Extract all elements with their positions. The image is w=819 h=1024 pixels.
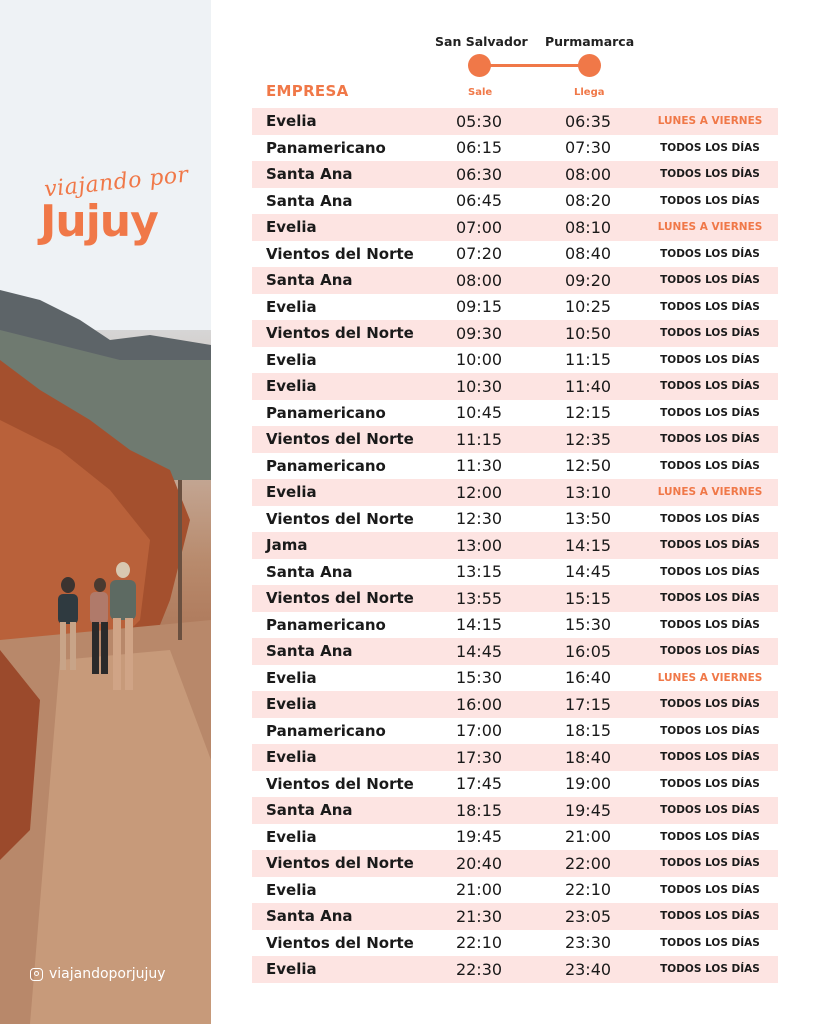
service-days-cell: TODOS LOS DÍAS [660,830,760,843]
service-days-cell: TODOS LOS DÍAS [660,724,760,737]
depart-time-cell: 21:30 [455,906,503,926]
arrive-time-cell: 23:30 [564,933,612,953]
depart-time-cell: 06:45 [455,191,503,211]
service-days-cell: TODOS LOS DÍAS [660,804,760,817]
depart-time-cell: 11:15 [455,429,503,449]
service-days-cell: TODOS LOS DÍAS [660,618,760,631]
company-cell: Evelia [266,960,317,979]
depart-time-cell: 13:55 [455,588,503,608]
depart-time-cell: 17:30 [455,747,503,767]
company-cell: Vientos del Norte [266,774,414,793]
service-days-cell: TODOS LOS DÍAS [660,910,760,923]
table-row [252,267,778,294]
service-days-cell: LUNES A VIERNES [657,115,763,128]
company-cell: Evelia [266,668,317,687]
service-days-cell: TODOS LOS DÍAS [660,963,760,976]
depart-time-cell: 12:00 [455,482,503,502]
company-cell: Evelia [266,350,317,369]
arrive-time-cell: 22:10 [564,880,612,900]
company-cell: Evelia [266,218,317,237]
arrive-time-cell: 14:45 [564,562,612,582]
company-cell: Vientos del Norte [266,324,414,343]
arrive-time-cell: 18:15 [564,721,612,741]
company-cell: Evelia [266,748,317,767]
schedule-table [252,108,778,983]
company-cell: Vientos del Norte [266,854,414,873]
depart-time-cell: 22:10 [455,933,503,953]
arrive-time-cell: 08:40 [564,244,612,264]
service-days-cell: TODOS LOS DÍAS [660,592,760,605]
brand-logo-text: Jujuy [40,196,158,247]
service-days-cell: TODOS LOS DÍAS [660,406,760,419]
arrive-time-cell: 18:40 [564,747,612,767]
arrive-time-cell: 09:20 [564,270,612,290]
depart-time-cell: 14:15 [455,615,503,635]
company-column-header: EMPRESA [266,82,349,100]
arrive-time-cell: 16:40 [564,668,612,688]
arrive-time-cell: 08:20 [564,191,612,211]
depart-time-cell: 18:15 [455,800,503,820]
company-cell: Santa Ana [266,907,353,926]
depart-time-cell: 17:00 [455,721,503,741]
arrive-time-cell: 11:40 [564,376,612,396]
arrive-time-cell: 19:00 [564,774,612,794]
service-days-cell: TODOS LOS DÍAS [660,777,760,790]
arrive-time-cell: 12:15 [564,403,612,423]
arrive-label: Llega [574,87,605,98]
table-row [252,161,778,188]
company-cell: Panamericano [266,138,386,157]
hero-photo [0,0,211,1024]
arrive-time-cell: 13:10 [564,482,612,502]
depart-time-cell: 08:00 [455,270,503,290]
service-days-cell: TODOS LOS DÍAS [660,300,760,313]
service-days-cell: TODOS LOS DÍAS [660,168,760,181]
service-days-cell: TODOS LOS DÍAS [660,751,760,764]
company-cell: Evelia [266,483,317,502]
destination-dot-icon [578,54,601,77]
service-days-cell: TODOS LOS DÍAS [660,645,760,658]
arrive-time-cell: 19:45 [564,800,612,820]
table-row [252,691,778,718]
landscape-illustration [0,0,211,1024]
company-cell: Santa Ana [266,801,353,820]
table-row [252,479,778,506]
depart-time-cell: 10:30 [455,376,503,396]
company-cell: Santa Ana [266,191,353,210]
table-row [252,824,778,851]
service-days-cell: TODOS LOS DÍAS [660,247,760,260]
table-row [252,400,778,427]
service-days-cell: TODOS LOS DÍAS [660,539,760,552]
company-cell: Panamericano [266,456,386,475]
origin-stop-name: San Salvador [435,34,528,49]
service-days-cell: TODOS LOS DÍAS [660,459,760,472]
arrive-time-cell: 06:35 [564,111,612,131]
service-days-cell: TODOS LOS DÍAS [660,936,760,949]
company-cell: Vientos del Norte [266,589,414,608]
depart-time-cell: 06:15 [455,138,503,158]
company-cell: Vientos del Norte [266,509,414,528]
service-days-cell: LUNES A VIERNES [657,671,763,684]
depart-time-cell: 22:30 [455,959,503,979]
company-cell: Vientos del Norte [266,244,414,263]
company-cell: Santa Ana [266,642,353,661]
service-days-cell: LUNES A VIERNES [657,486,763,499]
table-row [252,294,778,321]
arrive-time-cell: 23:40 [564,959,612,979]
depart-time-cell: 13:15 [455,562,503,582]
company-cell: Panamericano [266,721,386,740]
table-row [252,453,778,480]
arrive-time-cell: 13:50 [564,509,612,529]
company-cell: Evelia [266,297,317,316]
table-row [252,373,778,400]
route-line [480,64,588,67]
arrive-time-cell: 17:15 [564,694,612,714]
depart-label: Sale [468,87,493,98]
table-row [252,612,778,639]
depart-time-cell: 09:15 [455,297,503,317]
depart-time-cell: 13:00 [455,535,503,555]
depart-time-cell: 21:00 [455,880,503,900]
service-days-cell: TODOS LOS DÍAS [660,327,760,340]
service-days-cell: TODOS LOS DÍAS [660,565,760,578]
depart-time-cell: 12:30 [455,509,503,529]
table-row [252,241,778,268]
company-cell: Vientos del Norte [266,430,414,449]
table-row [252,108,778,135]
service-days-cell: TODOS LOS DÍAS [660,194,760,207]
table-row [252,850,778,877]
depart-time-cell: 10:00 [455,350,503,370]
arrive-time-cell: 12:35 [564,429,612,449]
arrive-time-cell: 08:00 [564,164,612,184]
origin-dot-icon [468,54,491,77]
table-row [252,135,778,162]
arrive-time-cell: 12:50 [564,456,612,476]
depart-time-cell: 20:40 [455,853,503,873]
table-row [252,771,778,798]
depart-time-cell: 11:30 [455,456,503,476]
table-row [252,665,778,692]
depart-time-cell: 05:30 [455,111,503,131]
arrive-time-cell: 10:50 [564,323,612,343]
arrive-time-cell: 15:15 [564,588,612,608]
table-row [252,188,778,215]
table-row [252,347,778,374]
service-days-cell: LUNES A VIERNES [657,221,763,234]
service-days-cell: TODOS LOS DÍAS [660,380,760,393]
table-row [252,426,778,453]
depart-time-cell: 14:45 [455,641,503,661]
table-row [252,585,778,612]
service-days-cell: TODOS LOS DÍAS [660,883,760,896]
company-cell: Panamericano [266,403,386,422]
company-cell: Santa Ana [266,165,353,184]
service-days-cell: TODOS LOS DÍAS [660,141,760,154]
service-days-cell: TODOS LOS DÍAS [660,353,760,366]
company-cell: Evelia [266,827,317,846]
depart-time-cell: 16:00 [455,694,503,714]
depart-time-cell: 09:30 [455,323,503,343]
arrive-time-cell: 10:25 [564,297,612,317]
company-cell: Santa Ana [266,271,353,290]
company-cell: Panamericano [266,615,386,634]
table-row [252,320,778,347]
company-cell: Vientos del Norte [266,933,414,952]
depart-time-cell: 07:00 [455,217,503,237]
service-days-cell: TODOS LOS DÍAS [660,698,760,711]
company-cell: Santa Ana [266,562,353,581]
table-row [252,718,778,745]
arrive-time-cell: 22:00 [564,853,612,873]
brand-script-text: viajando por [43,162,190,203]
service-days-cell: TODOS LOS DÍAS [660,857,760,870]
table-row [252,638,778,665]
arrive-time-cell: 14:15 [564,535,612,555]
table-row [252,532,778,559]
depart-time-cell: 19:45 [455,827,503,847]
instagram-handle-text: viajandoporjujuy [49,966,166,982]
instagram-icon [30,968,43,981]
depart-time-cell: 10:45 [455,403,503,423]
table-row [252,877,778,904]
service-days-cell: TODOS LOS DÍAS [660,512,760,525]
company-cell: Evelia [266,880,317,899]
company-cell: Evelia [266,377,317,396]
arrive-time-cell: 11:15 [564,350,612,370]
instagram-handle[interactable] [30,966,166,982]
company-cell: Evelia [266,695,317,714]
destination-stop-name: Purmamarca [545,34,635,49]
table-row [252,903,778,930]
arrive-time-cell: 23:05 [564,906,612,926]
table-row [252,797,778,824]
service-days-cell: TODOS LOS DÍAS [660,433,760,446]
company-cell: Jama [266,536,308,555]
depart-time-cell: 06:30 [455,164,503,184]
table-row [252,506,778,533]
table-row [252,214,778,241]
arrive-time-cell: 07:30 [564,138,612,158]
table-row [252,956,778,983]
depart-time-cell: 15:30 [455,668,503,688]
table-row [252,559,778,586]
arrive-time-cell: 21:00 [564,827,612,847]
depart-time-cell: 17:45 [455,774,503,794]
arrive-time-cell: 08:10 [564,217,612,237]
service-days-cell: TODOS LOS DÍAS [660,274,760,287]
company-cell: Evelia [266,112,317,131]
table-row [252,744,778,771]
depart-time-cell: 07:20 [455,244,503,264]
arrive-time-cell: 16:05 [564,641,612,661]
table-row [252,930,778,957]
arrive-time-cell: 15:30 [564,615,612,635]
